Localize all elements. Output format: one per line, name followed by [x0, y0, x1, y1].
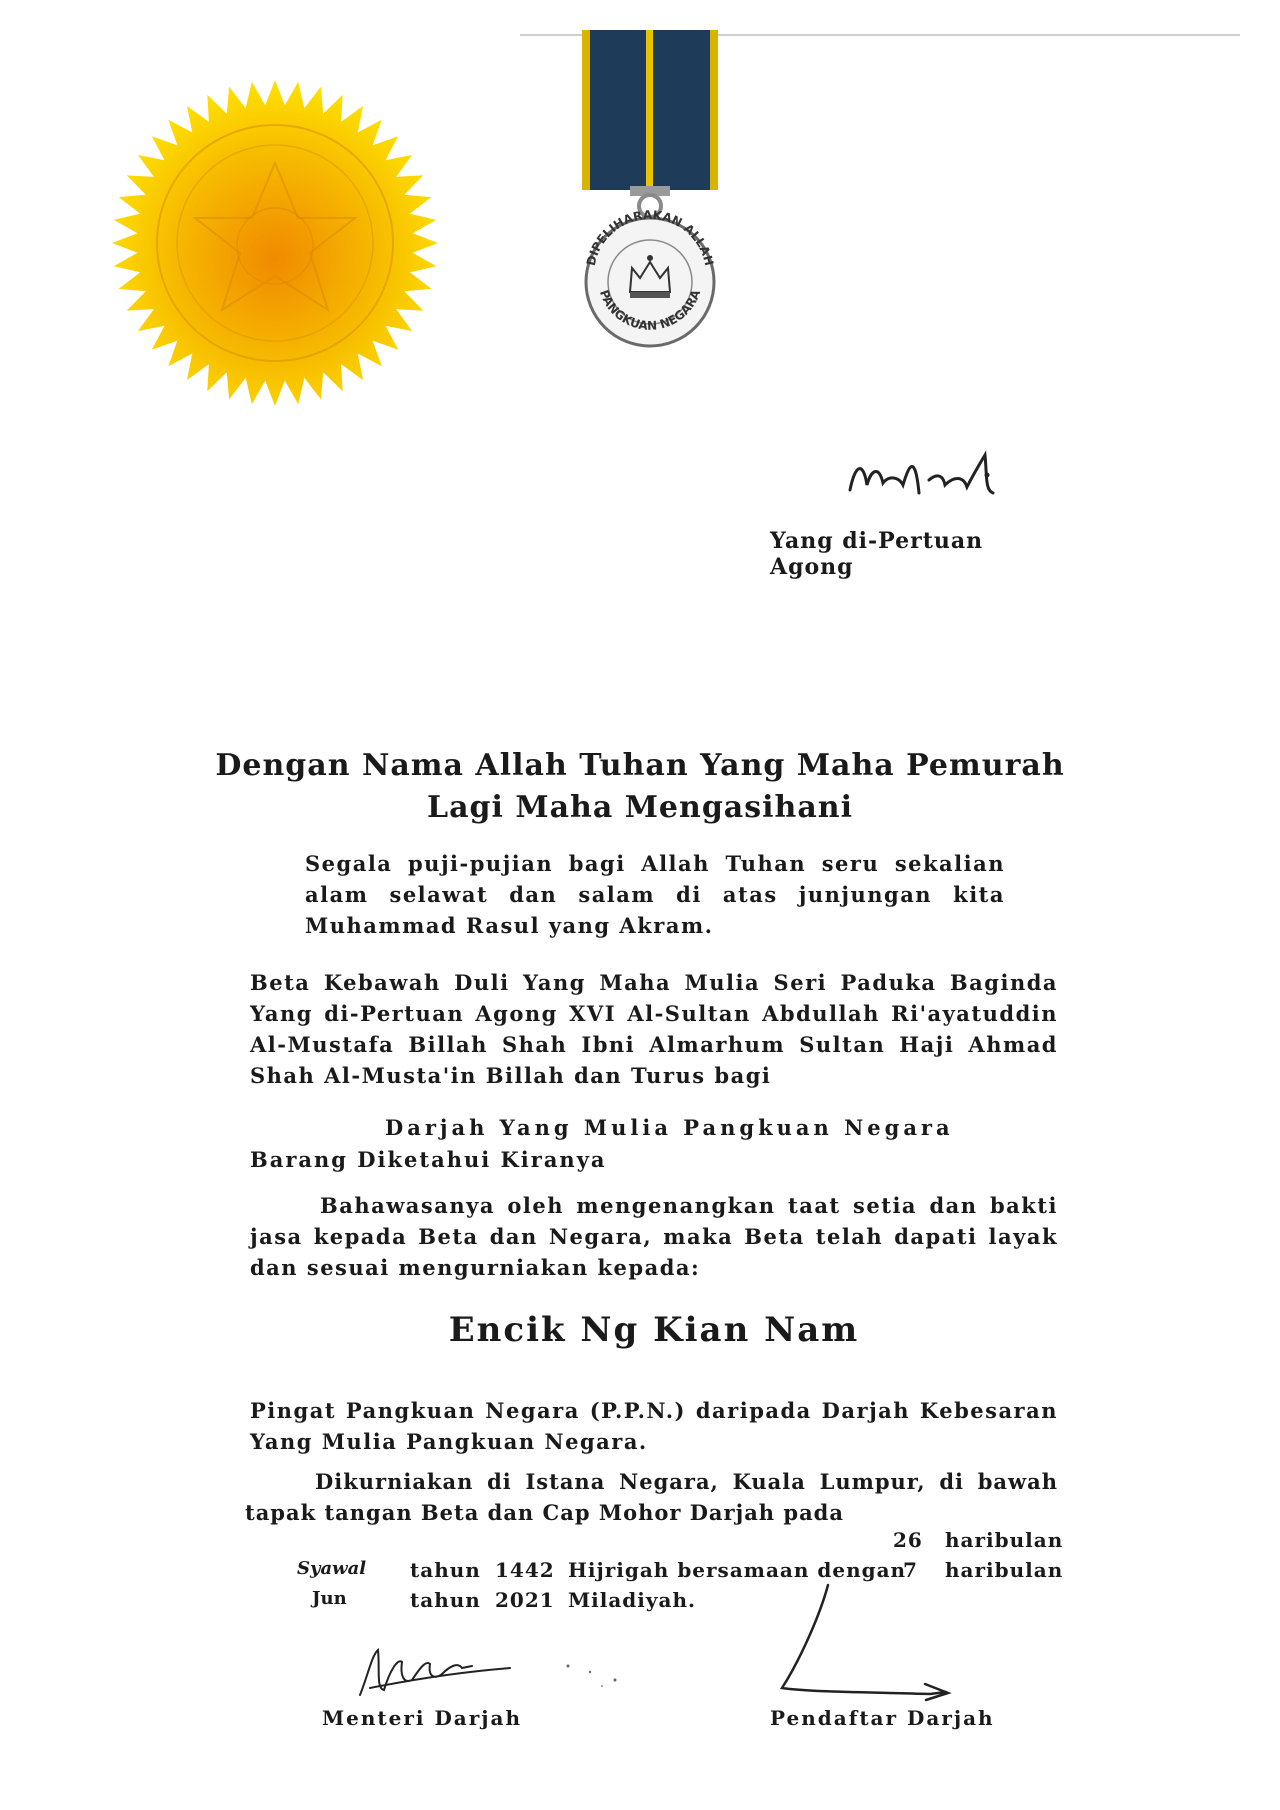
hijri-text: Hijrigah bersamaan dengan — [568, 1558, 907, 1582]
menteri-signature — [350, 1640, 520, 1705]
date-tahun-2: tahun — [410, 1588, 481, 1612]
recipient-name: Encik Ng Kian Nam — [448, 1310, 860, 1350]
date-haribulan-1: haribulan — [945, 1528, 1064, 1552]
praise-paragraph: Segala puji-pujian bagi Allah Tuhan seru sekalian alam selawat dan salam di atas junjungan kita Muhammad Rasul yang Akram. — [305, 851, 1005, 938]
conferred-paragraph — [245, 1466, 1058, 1528]
gold-seal-icon — [110, 78, 440, 408]
medal-ring-text-top: DIPELIHARAKAN ALLAH — [583, 207, 717, 268]
award-paragraph: Pingat Pangkuan Negara (P.P.N.) daripada Darjah Kebesaran Yang Mulia Pangkuan Negara. — [250, 1398, 1058, 1454]
greg-day: 7 — [903, 1558, 918, 1582]
greg-month: Jun — [312, 1588, 347, 1609]
date-tahun-1: tahun — [410, 1558, 481, 1582]
menteri-label: Menteri Darjah — [322, 1706, 523, 1730]
agong-title: Yang di-Pertuan Agong — [770, 528, 984, 580]
conferred-text: Dikurniakan di Istana Negara, Kuala Lumpur, di bawah tapak tangan Beta dan Cap Mohor Darjah pada — [245, 1469, 1058, 1525]
agong-signature — [845, 435, 1005, 505]
greg-year: 2021 — [495, 1588, 555, 1612]
medal-icon — [560, 30, 740, 350]
pendaftar-label: Pendaftar Darjah — [770, 1706, 995, 1730]
hijri-year: 1442 — [495, 1558, 555, 1582]
barang-line: Barang Diketahui Kiranya — [250, 1147, 607, 1172]
pendaftar-signature — [770, 1580, 960, 1705]
heading-line-2: Lagi Maha Mengasihani — [427, 790, 853, 825]
merit-paragraph: Bahawasanya oleh mengenangkan taat setia dan bakti jasa kepada Beta dan Negara, maka Beta telah dapati layak dan sesuai mengurniakan kepada: — [250, 1193, 1058, 1280]
hijri-month: Syawal — [297, 1558, 367, 1579]
sovereign-paragraph: Beta Kebawah Duli Yang Maha Mulia Seri Paduka Baginda Yang di-Pertuan Agong XVI Al-Sultan Abdullah Ri'ayatuddin Al-Mustafa Billah Shah Ibni Almarhum Sultan Haji Ahmad Shah Al-Musta'in Billah dan Turus bagi — [250, 970, 1058, 1088]
darjah-line: Darjah Yang Mulia Pangkuan Negara — [385, 1115, 954, 1140]
date-day: 26 — [893, 1528, 923, 1552]
miladi-text: Miladiyah. — [568, 1588, 696, 1612]
medal-ring-text-bottom: PANGKUAN NEGARA — [596, 287, 704, 333]
ink-specks — [560, 1660, 630, 1690]
date-haribulan-2: haribulan — [945, 1558, 1064, 1582]
heading-line-1: Dengan Nama Allah Tuhan Yang Maha Pemurah — [215, 748, 1065, 783]
